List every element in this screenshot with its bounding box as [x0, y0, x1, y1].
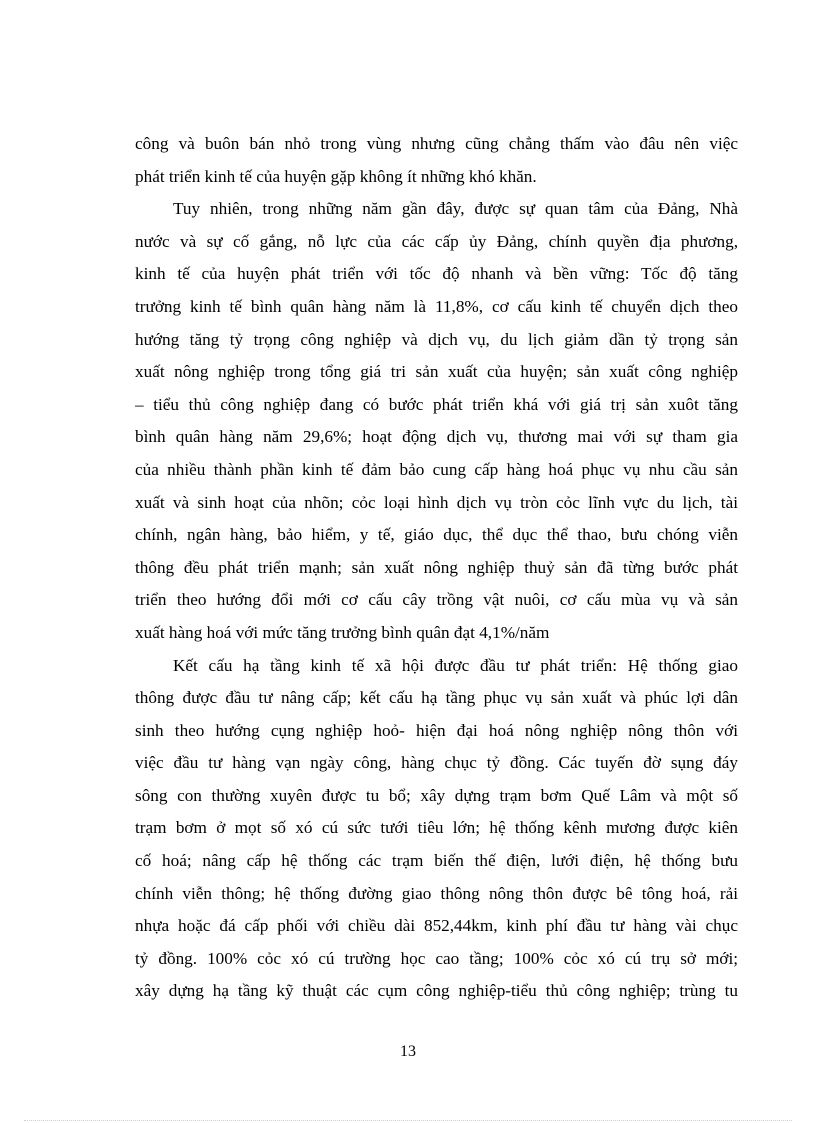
- text-line: xuất hàng hoá với mức tăng trưởng bình quân đạt 4,1%/năm: [135, 622, 550, 642]
- text-line: nhựa hoặc đá cấp phối với chiều dài 852,44km, kinh phí đầu tư hàng vài chục: [135, 916, 738, 936]
- text-line: của nhiều thành phần kinh tế đảm bảo cung cấp hàng hoá phục vụ nhu cầu sản: [135, 459, 738, 479]
- text-line: công và buôn bán nhỏ trong vùng nhưng cũng chẳng thấm vào đâu nên việc: [135, 134, 738, 153]
- body-text: [135, 128, 738, 1008]
- text-line: việc đầu tư hàng vạn ngày công, hàng chục tỷ đồng. Các tuyến đờ sụng đáy: [135, 753, 738, 773]
- text-line: bình quân hàng năm 29,6%; hoạt động dịch vụ, thương mai với sự tham gia: [135, 427, 738, 447]
- text-line: sinh theo hướng cụng nghiệp hoỏ- hiện đại hoá nông nghiệp nông thôn với: [135, 720, 738, 740]
- paragraph-first-line: Kết cấu hạ tầng kinh tế xã hội được đầu tư phát triển: Hệ thống giao: [173, 655, 738, 675]
- text-line: sông con thường xuyên được tu bổ; xây dựng trạm bơm Quế Lâm và một số: [135, 785, 738, 805]
- text-line: chính viễn thông; hệ thống đường giao thông nông thôn được bê tông hoá, rải: [135, 883, 738, 903]
- text-line: thông được đầu tư nâng cấp; kết cấu hạ tầng phục vụ sản xuất và phúc lợi dân: [135, 688, 738, 708]
- text-line: tỷ đồng. 100% cỏc xó cú trường học cao tầng; 100% cỏc xó cú trụ sở mới;: [135, 948, 738, 968]
- text-line: nước và sự cố gắng, nỗ lực của các cấp ủy Đảng, chính quyền địa phương,: [135, 231, 738, 251]
- text-line: hướng tăng tỷ trọng công nghiệp và dịch vụ, du lịch giảm dần tỷ trọng sản: [135, 329, 738, 349]
- footer-divider: [24, 1120, 792, 1121]
- text-line: phát triển kinh tế của huyện gặp không ít những khó khăn.: [135, 166, 537, 186]
- text-line: xuất và sinh hoạt của nhõn; cỏc loại hình dịch vụ tròn cỏc lĩnh vực du lịch, tài: [135, 492, 738, 512]
- text-line: thông đều phát triển mạnh; sản xuất nông nghiệp thuỷ sản đã từng bước phát: [135, 557, 738, 577]
- text-line: trưởng kinh tế bình quân hàng năm là 11,8%, cơ cấu kinh tế chuyển dịch theo: [135, 296, 738, 316]
- text-line: xây dựng hạ tầng kỹ thuật các cụm công nghiệp-tiểu thủ công nghiệp; trùng tu: [135, 981, 738, 1001]
- text-line: – tiểu thủ công nghiệp đang có bước phát triển khá với giá trị sản xuôt tăng: [135, 394, 738, 414]
- text-line: cố hoá; nâng cấp hệ thống các trạm biến thế điện, lưới điện, hệ thống bưu: [135, 851, 738, 871]
- page-number: 13: [400, 1043, 416, 1060]
- text-line: trạm bơm ở mọt số xó cú sức tưới tiêu lớn; hệ thống kênh mương được kiên: [135, 818, 738, 838]
- paragraph-first-line: Tuy nhiên, trong những năm gần đây, được sự quan tâm của Đảng, Nhà: [173, 199, 738, 219]
- text-line: kinh tế của huyện phát triển với tốc độ nhanh và bền vững: Tốc độ tăng: [135, 264, 738, 284]
- text-line: chính, ngân hàng, bảo hiểm, y tế, giáo dục, thể dục thể thao, bưu chóng viễn: [135, 525, 738, 545]
- text-line: triển theo hướng đổi mới cơ cấu cây trồng vật nuôi, cơ cấu mùa vụ và sản: [135, 590, 738, 610]
- text-line: xuất nông nghiệp trong tổng giá tri sản xuất của huyện; sản xuất công nghiệp: [135, 362, 738, 382]
